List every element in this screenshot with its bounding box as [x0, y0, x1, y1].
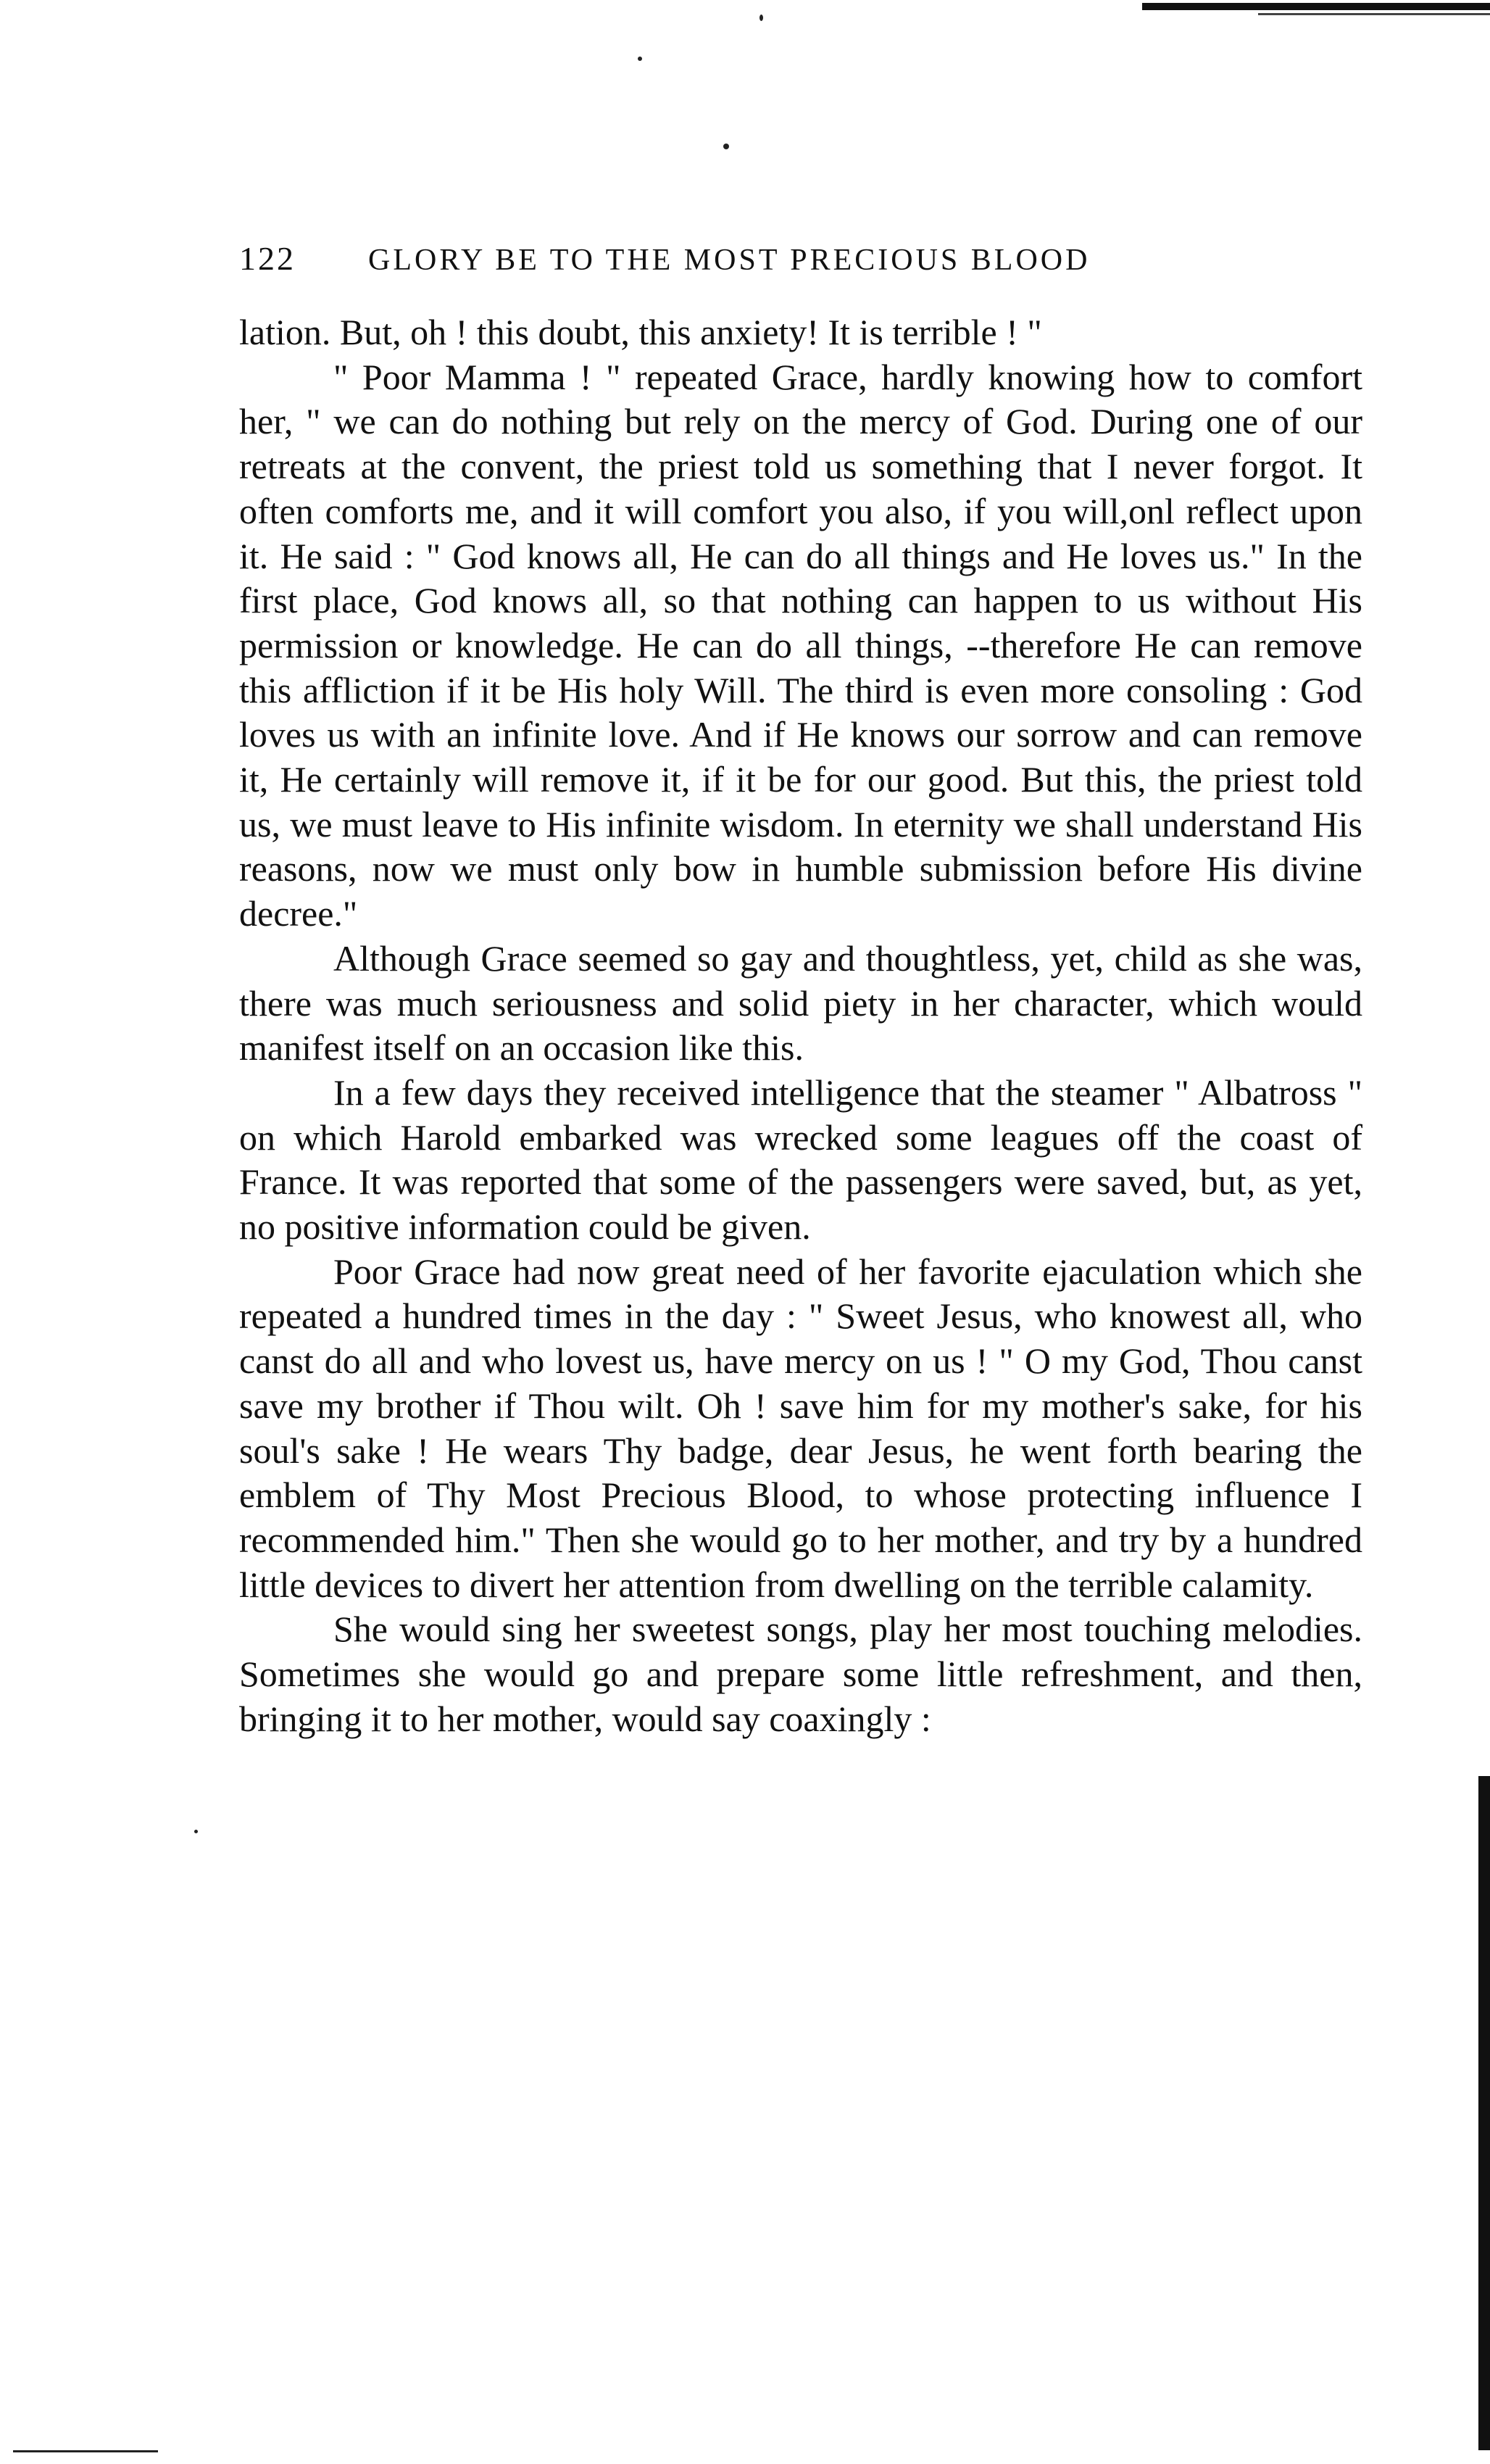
scan-speck	[759, 14, 763, 21]
paragraph: lation. But, oh ! this doubt, this anxiety! It is terrible ! "	[239, 312, 1042, 352]
scan-border-top	[1142, 3, 1490, 10]
scan-speck	[194, 1830, 198, 1833]
page-number: 122	[239, 240, 296, 277]
paragraph: In a few days they received intelligence that the steamer " Albatross " on which Harold embarked was wrecked some leagues off the coast of France. It was reported that some of the passengers were saved, but, as yet, no positive information could be given.	[239, 1071, 1362, 1248]
paragraph: She would sing her sweetest songs, play her most touching melodies. Sometimes she would go and prepare some little refreshment, and then, bringing it to her mother, would say coaxingly :	[239, 1609, 1362, 1739]
paragraph: Although Grace seemed so gay and thoughtless, yet, child as she was, there was much seriousness and solid piety in her character, which would manifest itself on an occasion like this.	[239, 937, 1362, 1069]
scan-speck	[638, 57, 642, 61]
running-head: GLORY BE TO THE MOST PRECIOUS BLOOD	[368, 244, 1091, 277]
paragraph: Poor Grace had now great need of her favorite ejaculation which she repeated a hundred times in the day : " Sweet Jesus, who knowest all, who canst do all and who lovest us, have mercy on us ! " O my God, Thou canst save my brother if Thou wilt. Oh ! save him for my mother's sake, for his soul's sake ! He wears Thy badge, dear Jesus, he went forth bearing the emblem of Thy Most Precious Blood, to whose protecting influence I recommended him." Then she would go to her mother, and try by a hundred little devices to divert her attention from dwelling on the terrible calamity.	[239, 1250, 1362, 1605]
scan-border-right	[1478, 1776, 1490, 2450]
body-text	[239, 310, 1362, 1742]
scan-speck	[723, 144, 729, 149]
paragraph: " Poor Mamma ! " repeated Grace, hardly knowing how to comfort her, " we can do nothing but rely on the mercy of God. During one of our retreats at the convent, the priest told us something that I never forgot. It often comforts me, and it will comfort you also, if you will,onl reflect upon it. He said : " God knows all, He can do all things and He loves us." In the first place, God knows all, so that nothing can happen to us without His permission or knowledge. He can do all things, --therefore He can remove this affliction if it be His holy Will. The third is even more consoling : God loves us with an infinite love. And if He knows our sorrow and can remove it, He certainly will remove it, if it be for our good. But this, the priest told us, we must leave to His infinite wisdom. In eternity we shall understand His reasons, now we must only bow in humble submission before His divine decree."	[239, 356, 1362, 934]
scan-border-top-thin	[1258, 13, 1490, 15]
page-header	[239, 239, 1362, 283]
scan-border-bottom	[13, 2450, 158, 2452]
